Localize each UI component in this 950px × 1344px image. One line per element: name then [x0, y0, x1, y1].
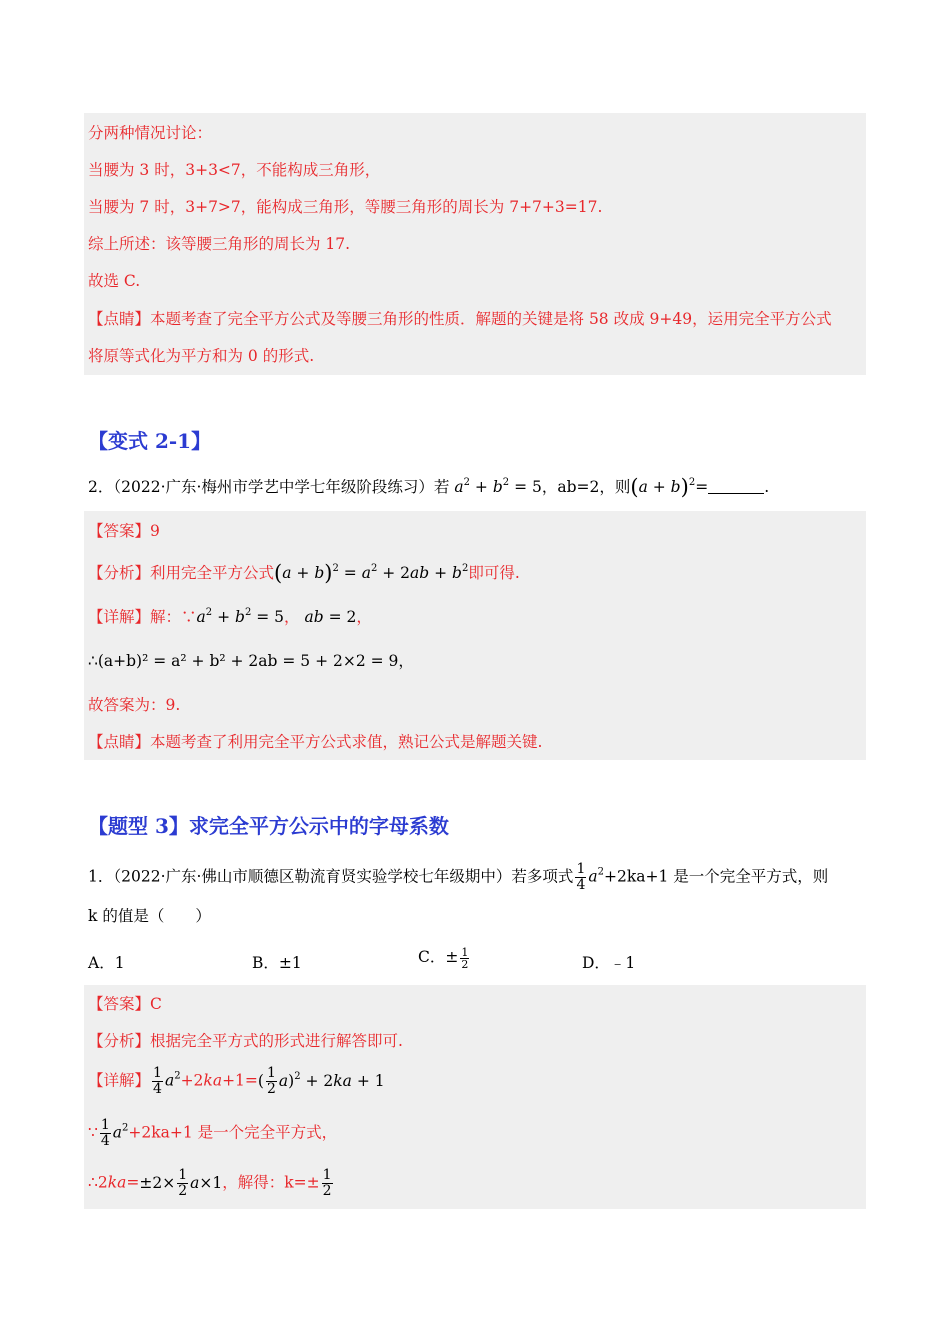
- detail-line: 【详解】 $\frac{1}{4}$ $a^2+2ka+1=$( $\frac{1}{2}$ a)$^2$ + 2ka + 1: [88, 1065, 385, 1097]
- answer-value: 9: [150, 522, 160, 540]
- question-number: 2．: [88, 478, 114, 496]
- condition-text: ，ab=2，则: [541, 478, 631, 496]
- analysis-line: [88, 1030, 403, 1052]
- comment-line: [88, 731, 542, 753]
- answer-tag: 【答案】: [88, 522, 151, 540]
- option-d[interactable]: D．﹣1: [582, 954, 636, 972]
- answer-value: C: [150, 995, 162, 1013]
- answer-blank: [708, 479, 764, 494]
- question-source: （2022·广东·佛山市顺德区勒流育贤实验学校七年级期中）若多项式: [113, 867, 574, 886]
- detail-line: 【详解】解：$\because a^2 + b^2 = 5$， ab = 2，: [88, 607, 372, 626]
- solution-line: 当腰为 7 时，3+7>7，能构成三角形，等腰三角形的周长为 7+7+3=17.: [88, 198, 603, 216]
- solution-panel-2: [84, 511, 866, 760]
- analysis-text-end: 即可得.: [468, 564, 520, 582]
- comment-text: 本题考查了利用完全平方公式求值，熟记公式是解题关键.: [150, 733, 543, 751]
- detail-tag: 【详解】: [88, 1071, 151, 1090]
- fraction-half: $\frac{1}{2}$: [461, 945, 469, 971]
- target-formula: $(a + b)^2=$: [630, 475, 709, 499]
- answer-line: [88, 520, 160, 542]
- detail-text: +2ka+1 是一个完全平方式，: [128, 1123, 338, 1142]
- comment-line-2: 将原等式化为平方和为 0 的形式.: [88, 347, 315, 365]
- question-3: 1．（2022·广东·佛山市顺德区勒流育贤实验学校七年级期中）若多项式 $\frac{1}{4}$ $a^2+2ka+1$ 是一个完全平方式，则: [88, 861, 829, 893]
- comment-line: [88, 308, 832, 330]
- question-3-line-2: k 的值是（ ）: [88, 907, 211, 925]
- solution-line: 分两种情况讨论：: [88, 124, 213, 142]
- question-2: 2．（2022·广东·梅州市学艺中学七年级阶段练习）若 $a^2 + b^2 = 5$，ab=2，则$(a + b)^2=$ .: [88, 475, 770, 499]
- option-c-label: C．±: [418, 948, 459, 966]
- analysis-text: 根据完全平方式的形式进行解答即可.: [150, 1032, 403, 1050]
- comment-tag: 【点睛】: [88, 733, 151, 751]
- comment-text: 本题考查了完全平方公式及等腰三角形的性质．解题的关键是将 58 改成 9+49，运用完全平方公式: [150, 310, 832, 328]
- option-c[interactable]: [418, 945, 471, 970]
- condition-formula: $a^2 + b^2 = 5$: [454, 477, 542, 496]
- poly-tail: +2ka+1 是一个完全平方式，则: [603, 867, 829, 886]
- comment-tag: 【点睛】: [88, 310, 151, 328]
- detail-text: 解：∵: [150, 608, 197, 626]
- analysis-tag: 【分析】: [88, 1032, 151, 1050]
- solution-line: 综上所述：该等腰三角形的周长为 17.: [88, 235, 351, 253]
- section-tag: 【题型 3】: [88, 814, 189, 838]
- analysis-text: 利用完全平方公式: [150, 564, 275, 582]
- detail-line-3: ∴2ka=±2× $\frac{1}{2}$ a×1，解得：k=± $\frac{1}{2}$: [88, 1167, 332, 1199]
- section-title: 求完全平方公示中的字母系数: [188, 814, 449, 838]
- solution-line: 当腰为 3 时，3+3<7，不能构成三角形，: [88, 161, 381, 179]
- detail-tag: 【详解】: [88, 608, 151, 626]
- detail-line-2: ∵ $\frac{1}{4}$ $a^2+2ka+1$ 是一个完全平方式，: [88, 1117, 338, 1149]
- option-a[interactable]: A．1: [88, 954, 125, 972]
- section-heading: [88, 810, 449, 839]
- analysis-line: [88, 562, 520, 584]
- question-source: （2022·广东·梅州市学艺中学七年级阶段练习）若: [113, 478, 450, 496]
- option-b[interactable]: B．±1: [252, 954, 302, 972]
- conclusion-line: 故答案为：9.: [88, 696, 181, 714]
- answer-line: [88, 993, 162, 1015]
- formula: $(a + b)^2 = a^2 + 2ab + b^2$: [274, 561, 469, 585]
- question-number: 1．: [88, 867, 114, 886]
- detail-line-2: ∴(a+b)² = a² + b² + 2ab = 5 + 2×2 = 9，: [88, 652, 414, 670]
- solution-line: 故选 C.: [88, 272, 141, 290]
- detail-text: ，解得：k=±: [222, 1173, 320, 1192]
- answer-tag: 【答案】: [88, 995, 151, 1013]
- variant-heading: 【变式 2-1】: [88, 429, 212, 453]
- analysis-tag: 【分析】: [88, 564, 151, 582]
- fraction-quarter: $\frac{1}{4}$: [576, 861, 586, 893]
